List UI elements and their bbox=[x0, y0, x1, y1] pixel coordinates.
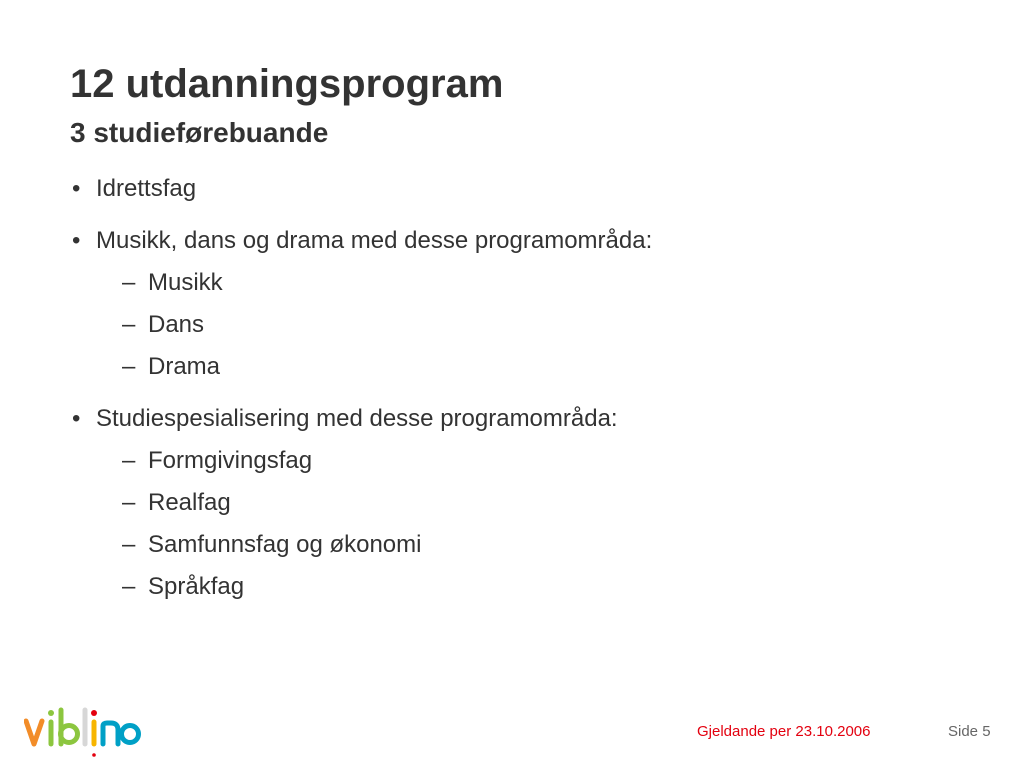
list-item bbox=[70, 402, 950, 604]
sub-list-item bbox=[96, 308, 950, 342]
sub-list-item-label: Drama bbox=[148, 353, 221, 380]
page-indicator bbox=[948, 722, 991, 742]
page-number: 5 bbox=[982, 723, 991, 740]
page-label: Side bbox=[948, 723, 979, 740]
sub-list-item bbox=[96, 528, 950, 562]
logo-letter-o bbox=[122, 726, 139, 743]
viblino-logo bbox=[24, 704, 144, 760]
slide-subtitle: 3 studieførebuande bbox=[70, 117, 329, 148]
sub-list-item-label: Dans bbox=[148, 311, 205, 338]
logo-letter-v bbox=[26, 721, 42, 744]
dash-marker: – bbox=[122, 489, 136, 516]
logo-letter-i2-dot bbox=[91, 710, 97, 716]
sub-list-item bbox=[96, 444, 950, 478]
list-item-label: Studiespesialisering med desse programområda: bbox=[96, 405, 618, 432]
sub-list-item-label: Formgivingsfag bbox=[148, 447, 313, 474]
slide-title: 12 utdanningsprogram bbox=[70, 62, 504, 106]
sub-list bbox=[96, 444, 950, 604]
sub-list-item-label: Musikk bbox=[148, 269, 223, 296]
footer-date: Gjeldande per 23.10.2006 bbox=[697, 723, 871, 740]
logo-red-dot bbox=[92, 753, 96, 757]
sub-list-item bbox=[96, 350, 950, 384]
dash-marker: – bbox=[122, 573, 136, 600]
bullet-marker: • bbox=[72, 405, 81, 432]
sub-list-item-label: Språkfag bbox=[148, 573, 245, 600]
list-item-label: Idrettsfag bbox=[96, 175, 197, 202]
bullet-marker: • bbox=[72, 175, 81, 202]
sub-list-item-label: Samfunnsfag og økonomi bbox=[148, 531, 422, 558]
logo-letter-i-dot bbox=[48, 710, 54, 716]
dash-marker: – bbox=[122, 531, 136, 558]
dash-marker: – bbox=[122, 311, 136, 338]
sub-list-item-label: Realfag bbox=[148, 489, 231, 516]
dash-marker: – bbox=[122, 269, 136, 296]
sub-list-item bbox=[96, 570, 950, 604]
list-item-label: Musikk, dans og drama med desse programområda: bbox=[96, 227, 653, 254]
bullet-list bbox=[70, 172, 950, 604]
list-item bbox=[70, 172, 950, 206]
dash-marker: – bbox=[122, 447, 136, 474]
dash-marker: – bbox=[122, 353, 136, 380]
logo-letter-n bbox=[103, 723, 118, 744]
sub-list bbox=[96, 266, 950, 384]
sub-list-item bbox=[96, 266, 950, 300]
list-item bbox=[70, 224, 950, 384]
sub-list-item bbox=[96, 486, 950, 520]
bullet-marker: • bbox=[72, 227, 81, 254]
